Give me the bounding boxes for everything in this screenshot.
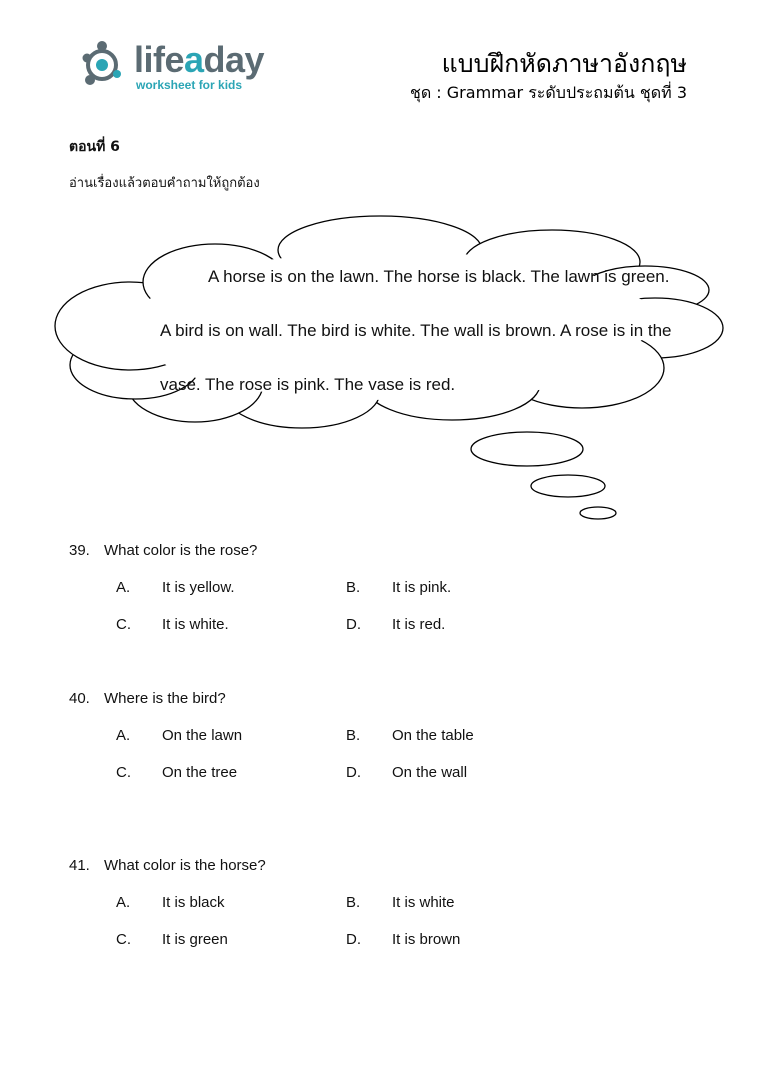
option-41-c[interactable]: C. It is green — [116, 931, 228, 948]
option-39-a[interactable]: A. It is yellow. — [116, 579, 235, 596]
option-39-d[interactable]: D. It is red. — [346, 616, 446, 633]
question-39 — [69, 541, 257, 561]
option-41-d[interactable]: D. It is brown — [346, 931, 461, 948]
question-text: Where is the bird? — [104, 690, 226, 707]
option-41-b[interactable]: B. It is white — [346, 894, 455, 911]
question-text: What color is the rose? — [104, 542, 258, 559]
option-40-a[interactable]: A. On the lawn — [116, 727, 243, 744]
section-instruction: อ่านเรื่องแล้วตอบคำถามให้ถูกต้อง — [69, 176, 260, 191]
question-40 — [69, 689, 226, 709]
option-40-b[interactable]: B. On the table — [346, 727, 474, 744]
logo-wordmark: lifeaday — [134, 39, 265, 80]
option-40-c[interactable]: C. On the tree — [116, 764, 238, 781]
question-41 — [69, 856, 266, 876]
question-text: What color is the horse? — [104, 857, 266, 874]
question-number: 39. — [69, 542, 90, 559]
question-number: 40. — [69, 690, 90, 707]
question-number: 41. — [69, 857, 90, 874]
page-subtitle: ชุด : Grammar ระดับประถมต้น ชุดที่ 3 — [409, 83, 687, 102]
page-title: แบบฝึกหัดภาษาอังกฤษ — [441, 49, 687, 78]
option-39-c[interactable]: C. It is white. — [116, 616, 229, 633]
story-passage: A horse is on the lawn. The horse is black. The lawn is green. A bird is on wall. The bird is white. The wall is brown. A rose is in the vase. The rose is pink. The vase is red. — [160, 267, 672, 394]
option-39-b[interactable]: B. It is pink. — [346, 579, 452, 596]
section-title: ตอนที่ 6 — [69, 139, 120, 155]
logo-tagline: worksheet for kids — [136, 78, 243, 92]
option-41-a[interactable]: A. It is black — [116, 894, 225, 911]
option-40-d[interactable]: D. On the wall — [346, 764, 468, 781]
